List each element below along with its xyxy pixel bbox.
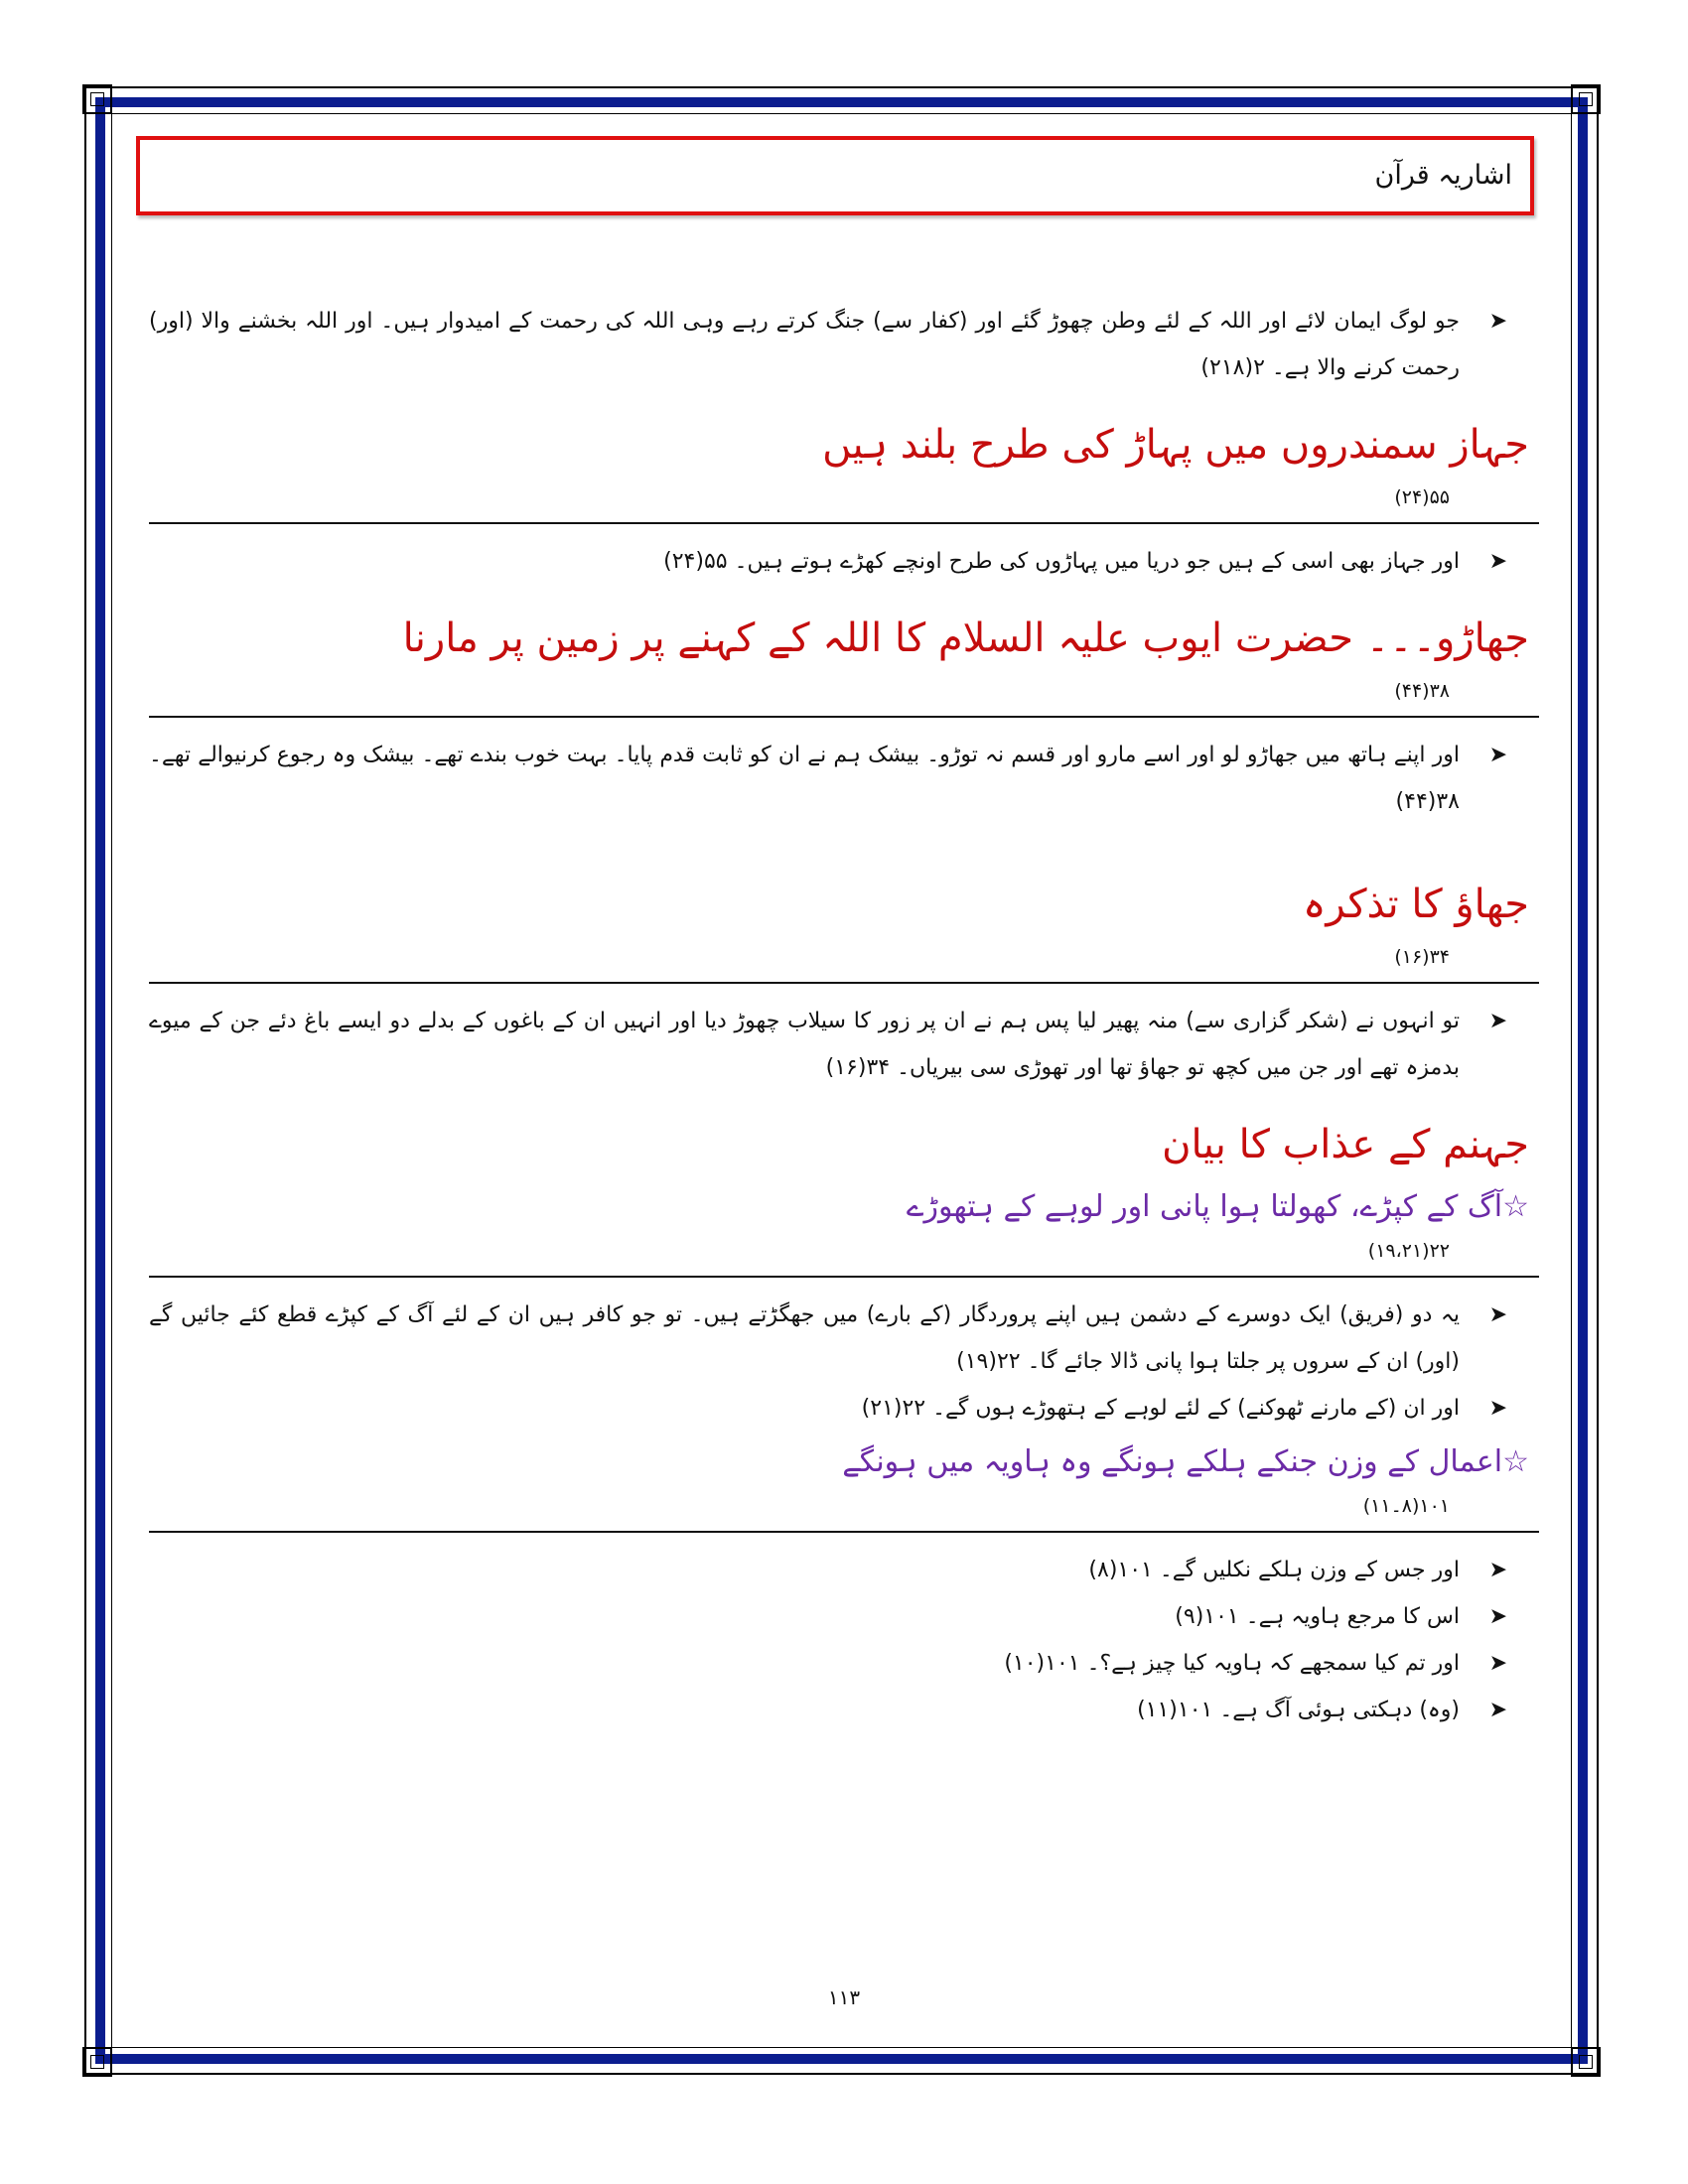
arrow-bullet-icon: ➤ <box>1488 1396 1507 1421</box>
section-heading: جھاؤ کا تذکرہ <box>1302 882 1529 927</box>
list-item <box>149 538 1539 585</box>
list-item-text: جو لوگ ایمان لائے اور اللہ کے لئے وطن چھوڑ گئے اور (کفار سے) جنگ کرتے رہے وہی اللہ کی رحمت کے امیدوار ہیں۔ اور اللہ بخشنے والا (اور) رحمت کرنے والا ہے۔ ۲(۲۱۸) <box>149 309 1461 380</box>
list-item-text: اس کا مرجع ہاویہ ہے۔ ۱۰۱(۹) <box>1175 1604 1460 1629</box>
subsection-heading: ☆اعمال کے وزن جنکے ہلکے ہونگے وہ ہاویہ میں ہونگے <box>842 1444 1529 1479</box>
list-item-text: اور ان (کے مارنے ٹھوکنے) کے لئے لوہے کے ہتھوڑے ہوں گے۔ ۲۲(۲۱) <box>861 1396 1460 1421</box>
section-heading: جہنم کے عذاب کا بیان <box>1162 1122 1529 1167</box>
frame-corner-ornament <box>1571 84 1601 114</box>
frame-corner-ornament <box>82 84 112 114</box>
arrow-bullet-icon: ➤ <box>1488 1651 1507 1676</box>
list-item-text: (وہ) دہکتی ہوئی آگ ہے۔ ۱۰۱(۱۱) <box>1137 1698 1460 1722</box>
verse-reference: ۳۴(۱۶) <box>1394 946 1450 968</box>
verse-reference: ۵۵(۲۴) <box>1394 486 1450 508</box>
list-item <box>149 1687 1539 1733</box>
section-heading: جھاڑو۔۔۔ حضرت ایوب علیہ السلام کا اللہ کے کہنے پر زمین پر مارنا <box>402 615 1529 661</box>
page-header <box>136 136 1534 215</box>
verse-reference: ۱۰۱(۸۔۱۱) <box>1362 1495 1450 1517</box>
arrow-bullet-icon: ➤ <box>1488 549 1507 574</box>
list-item-text: اور جہاز بھی اسی کے ہیں جو دریا میں پہاڑوں کی طرح اونچے کھڑے ہوتے ہیں۔ ۵۵(۲۴) <box>663 549 1460 574</box>
section-divider <box>149 1276 1539 1278</box>
arrow-bullet-icon: ➤ <box>1488 1009 1507 1033</box>
list-item <box>149 1547 1539 1593</box>
list-item-text: اور جس کے وزن ہلکے نکلیں گے۔ ۱۰۱(۸) <box>1088 1558 1460 1582</box>
arrow-bullet-icon: ➤ <box>1488 743 1507 767</box>
subsection-heading: ☆آگ کے کپڑے، کھولتا ہوا پانی اور لوہے کے ہتھوڑے <box>906 1189 1529 1224</box>
section-divider <box>149 716 1539 718</box>
page-number: ۱۱۳ <box>827 1985 861 2009</box>
list-item-text: اور اپنے ہاتھ میں جھاڑو لو اور اسے مارو اور قسم نہ توڑو۔ بیشک ہم نے ان کو ثابت قدم پایا۔ بہت خوب بندے تھے۔ بیشک وہ رجوع کرنیوالے تھے۔ ۳۸(۴۴) <box>149 743 1460 814</box>
verse-reference: ۳۸(۴۴) <box>1394 680 1450 702</box>
list-item <box>149 1593 1539 1640</box>
section-divider <box>149 1531 1539 1533</box>
list-item-text: یہ دو (فریق) ایک دوسرے کے دشمن ہیں اپنے پروردگار (کے بارے) میں جھگڑتے ہیں۔ تو جو کافر ہیں ان کے لئے آگ کے کپڑے قطع کئے جائیں گے (اور) ان کے سروں پر جلتا ہوا پانی ڈالا جائے گا۔ ۲۲(۱۹) <box>149 1302 1460 1374</box>
list-item <box>149 298 1539 391</box>
list-item-text: تو انہوں نے (شکر گزاری سے) منہ پھیر لیا پس ہم نے ان پر زور کا سیلاب چھوڑ دیا اور انہیں ان کے باغوں کے بدلے دو ایسے باغ دئے جن کے میوے بدمزہ تھے اور جن میں کچھ تو جھاؤ تھا اور تھوڑی سی بیریاں۔ ۳۴(۱۶) <box>149 1009 1460 1080</box>
list-item <box>149 1640 1539 1687</box>
list-item <box>149 1385 1539 1432</box>
section-heading: جہاز سمندروں میں پہاڑ کی طرح بلند ہیں <box>822 422 1529 468</box>
list-item-text: اور تم کیا سمجھے کہ ہاویہ کیا چیز ہے؟۔ ۱۰۱(۱۰) <box>1004 1651 1460 1676</box>
arrow-bullet-icon: ➤ <box>1488 1698 1507 1722</box>
list-item <box>149 732 1539 825</box>
page-title: اشاریہ قرآن <box>1374 160 1512 191</box>
list-item <box>149 1292 1539 1385</box>
section-divider <box>149 982 1539 984</box>
arrow-bullet-icon: ➤ <box>1488 1302 1507 1327</box>
list-item <box>149 998 1539 1091</box>
section-divider <box>149 522 1539 524</box>
arrow-bullet-icon: ➤ <box>1488 309 1507 334</box>
page-content <box>149 298 1539 1733</box>
arrow-bullet-icon: ➤ <box>1488 1604 1507 1629</box>
verse-reference: ۲۲(۱۹،۲۱) <box>1367 1240 1450 1262</box>
arrow-bullet-icon: ➤ <box>1488 1558 1507 1582</box>
frame-corner-ornament <box>82 2047 112 2077</box>
frame-corner-ornament <box>1571 2047 1601 2077</box>
